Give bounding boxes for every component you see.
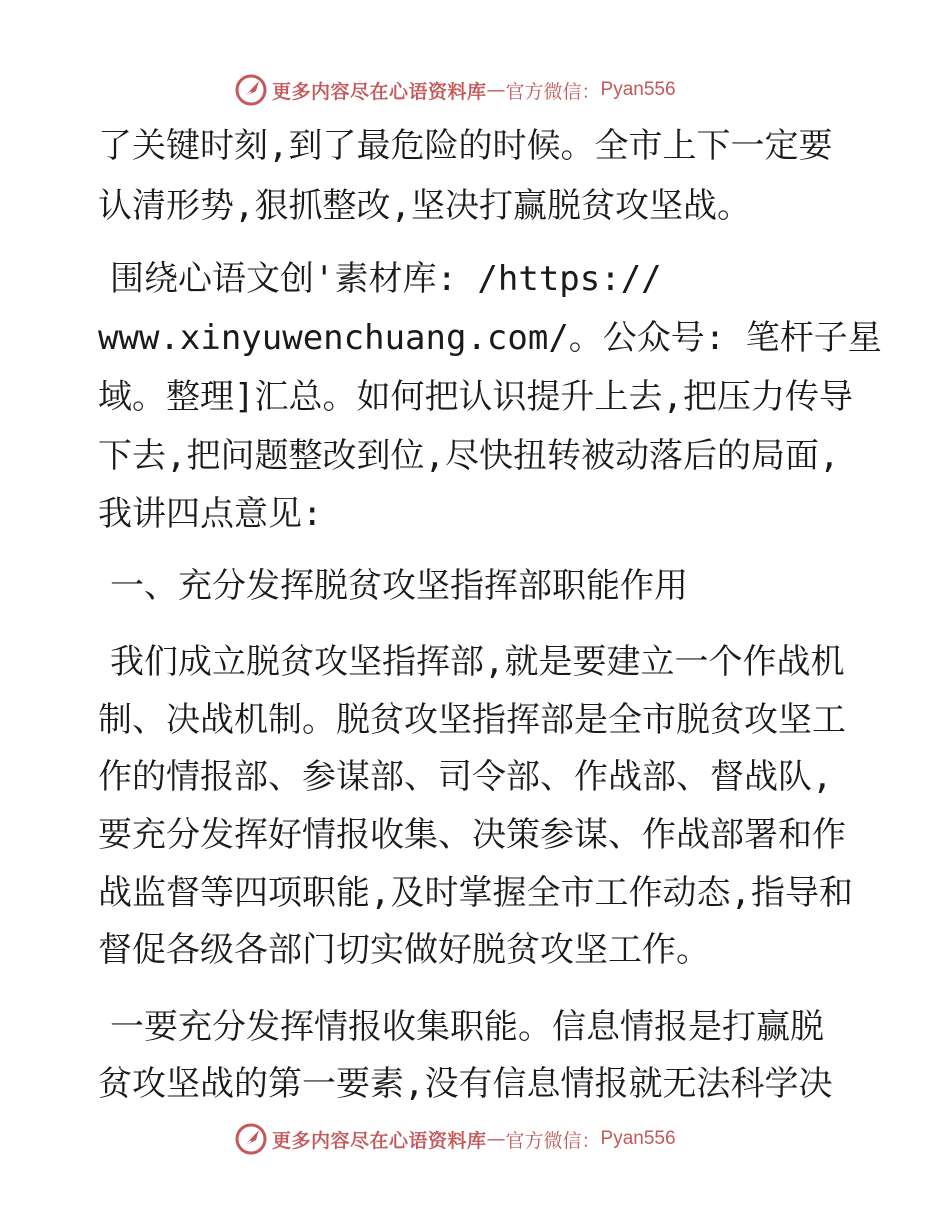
- body-line-15: 一要充分发挥情报收集职能。信息情报是打赢脱: [110, 1007, 824, 1047]
- body-line-3: 围绕心语文创'素材库: /https://: [110, 259, 662, 299]
- banner-wechat-id: Pyan556: [600, 1128, 676, 1149]
- banner-wechat-id: Pyan556: [600, 79, 676, 100]
- banner-wechat-label: 官方微信：: [505, 1129, 601, 1152]
- banner-separator: —: [486, 79, 506, 101]
- footer-banner: [234, 1122, 676, 1156]
- banner-text: 更多内容尽在心语资料库: [272, 1129, 487, 1152]
- banner-wechat-label: 官方微信：: [505, 80, 601, 103]
- body-line-11: 作的情报部、参谋部、司令部、作战部、督战队,: [98, 757, 833, 797]
- body-line-9: 我们成立脱贫攻坚指挥部,就是要建立一个作战机: [110, 642, 845, 682]
- body-line-14: 督促各级各部门切实做好脱贫攻坚工作。: [98, 930, 710, 970]
- body-line-2: 认清形势,狠抓整改,坚决打赢脱贫攻坚战。: [98, 186, 751, 226]
- quill-pen-logo-icon: [234, 1122, 268, 1156]
- body-line-16: 贫攻坚战的第一要素,没有信息情报就无法科学决: [98, 1064, 833, 1104]
- body-line-4: www.xinyuwenchuang.com/。公众号: 笔杆子星: [98, 318, 882, 358]
- body-line-5: 域。整理]汇总。如何把认识提升上去,把压力传导: [98, 377, 853, 417]
- header-banner: [234, 73, 676, 107]
- banner-text: 更多内容尽在心语资料库: [272, 80, 487, 103]
- body-line-13: 战监督等四项职能,及时掌握全市工作动态,指导和: [98, 873, 853, 913]
- body-line-1: 了关键时刻,到了最危险的时候。全市上下一定要: [98, 126, 833, 166]
- banner-separator: —: [486, 1128, 506, 1150]
- body-line-7: 我讲四点意见:: [98, 494, 323, 534]
- section-heading: 一、充分发挥脱贫攻坚指挥部职能作用: [110, 566, 688, 606]
- body-line-6: 下去,把问题整改到位,尽快扭转被动落后的局面,: [98, 436, 840, 476]
- body-line-10: 制、决战机制。脱贫攻坚指挥部是全市脱贫攻坚工: [98, 700, 846, 740]
- quill-pen-logo-icon: [234, 73, 268, 107]
- body-line-12: 要充分发挥好情报收集、决策参谋、作战部署和作: [98, 815, 846, 855]
